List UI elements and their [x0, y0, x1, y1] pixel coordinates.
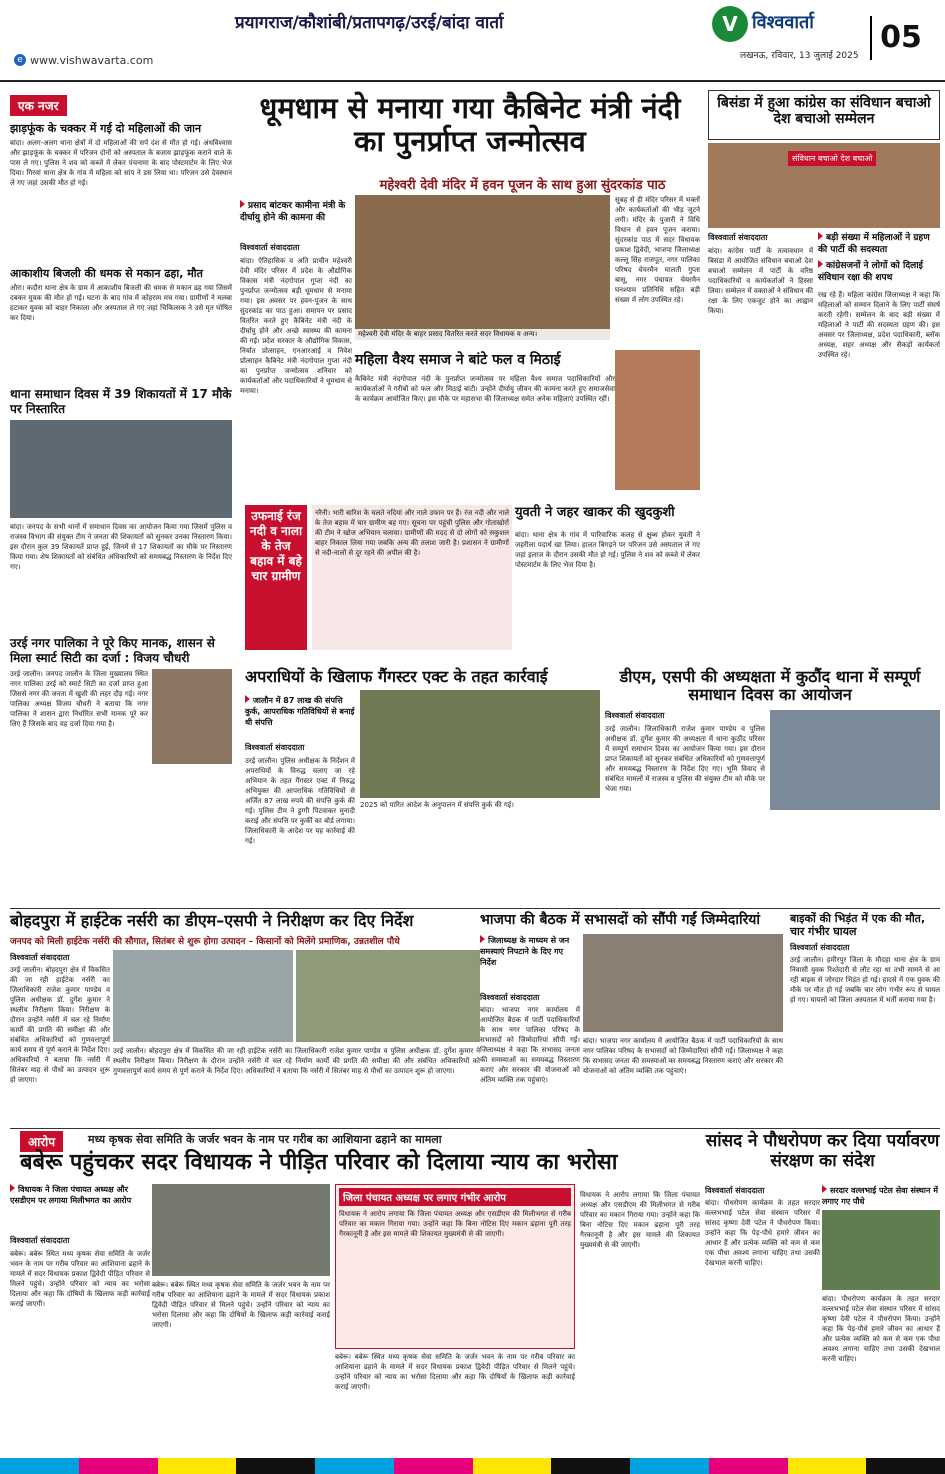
article-title[interactable]: उरई नगर पालिका ने पूरे किए मानक, शासन से मिला स्मार्ट सिटी का दर्जा : विजय चौधरी	[10, 636, 215, 665]
article-body: रख रहे हैं। महिला कांग्रेस जिलाध्यक्ष ने कहा कि महिलाओं को सम्मान दिलाने के लिए पार्टी संघर्ष करती रहेगी। सम्मेलन के बाद बड़ी संख्या में महिलाओं ने पार्टी की सदस्यता ग्रहण की। इस अवसर पर जिलाध्यक्ष, प्रदेश पदाधिकारी, ब्लॉक अध्यक्ष, शहर अध्यक्ष और सैकड़ों कार्यकर्ता उपस्थित रहे।	[818, 291, 940, 359]
bullet-icon	[818, 260, 823, 268]
main-body: बांदा। ऐतिहासिक व अति प्राचीन महेश्वरी देवी मंदिर परिसर में प्रदेश के औद्योगिक विकास मंत्री नंदगोपाल गुप्ता नंदी का पुनर्प्राप्त जन्मोत्सव बड़ी धूमधाम से मनाया गया। इस अवसर पर हवन-पूजन के साथ सुंदरकांड का पाठ हुआ। समापन पर प्रसाद वितरित करते हुए कैबिनेट मंत्री नंदी के दीर्घायु होने और अच्छे स्वास्थ्य की कामना की गई। प्रदेश सरकार के औद्योगिक विकास, निर्यात प्रोत्साहन, एनआरआई व निवेश प्रोत्साहन कैबिनेट मंत्री नंदगोपाल गुप्ता नंदी का पुनर्प्राप्त जन्मोत्सव शनिवार को कार्यकर्ताओं और पदाधिकारियों ने धूमधाम से मनाया।	[240, 257, 352, 395]
article-body: कैबिनेट मंत्री नंदगोपाल नंदी के पुनर्प्राप्त जन्मोत्सव पर महिला वैश्य समाज पदाधिकारियों और कार्यकर्ताओं ने गरीबों को फल और मिठाई बांटी। उन्होंने दीर्घायु जीवन की कामना करते हुए समाजसेवा के कार्यक्रम आयोजित किए। इस मौके पर महासभा की जिलाध्यक्ष समेत अनेक महिलाएं उपस्थित रहीं।	[355, 375, 615, 403]
photo-bjp	[583, 934, 783, 1032]
divider	[10, 908, 940, 909]
bullet-icon	[818, 232, 823, 240]
article-title[interactable]: अपराधियों के खिलाफ गैंगस्टर एक्ट के तहत कार्रवाई	[245, 667, 548, 686]
article-body: बांदा। अलग-अलग थाना क्षेत्रों में दो महिलाओं की सर्प दंश से मौत हो गई। अंधविश्वास और झाड़फूंक के चक्कर में परिजन दोनों को अस्पताल के बजाय झाड़फूंक कराने वाले के पास ले गए। पुलिस ने शव को कब्जे में लेकर पंचनामा के बाद पोस्टमार्टम के लिए भेज दिया। गिरवां थाना क्षेत्र के गांव में महिला को सांप ने डस लिया था। परिजन उसे देवस्थान ले गए जहां उसकी मौत हो गई।	[10, 139, 232, 188]
byline: विश्ववार्ता संवाददाता	[605, 711, 665, 720]
photo-nursery-2	[296, 950, 480, 1042]
article-body: नरैनी। भारी बारिश के चलते नदियां और नाले उफान पर हैं। रंज नदी और नाले के तेज बहाव में चार ग्रामीण बह गए। सूचना पर पहुंची पुलिस और गोताखोरों की टीम ने खोज अभियान चलाया। ग्रामीणों की मदद से दो लोगों को सकुशल बाहर निकाल लिया गया जबकि अन्य की तलाश जारी है। प्रशासन ने ग्रामीणों से नदी-नालों से दूर रहने की अपील की है।	[312, 505, 512, 650]
article-body-cont: बबेरू। बबेरू स्थित मध्य कृषक सेवा समिति के जर्जर भवन के नाम पर गरीब परिवार का आशियाना ढहाने के मामले में सदर विधायक प्रकाश द्विवेदी पीड़ित परिवार से मिलने पहुंचे। उन्होंने परिवार को न्याय का भरोसा दिलाया और कहा कि दोषियों के खिलाफ कड़ी कार्रवाई कराई जाएगी।	[335, 1353, 575, 1391]
article-body: बांदा। कांग्रेस पार्टी के तत्वावधान में बिसंडा में आयोजित संविधान बचाओ देश बचाओ सम्मेलन में पार्टी के वरिष्ठ पदाधिकारियों व कार्यकर्ताओं ने हिस्सा लिया। सम्मेलन में वक्ताओं ने संविधान की रक्षा के लिए एकजुट होने का आह्वान किया।	[708, 247, 813, 315]
bullet-icon	[822, 1185, 827, 1193]
photo-congress	[708, 143, 940, 228]
page-number: 05	[870, 16, 930, 60]
site-url[interactable]: www.vishwavarta.com	[30, 54, 154, 67]
article-body: औरा। कदौरा थाना क्षेत्र के ग्राम में आकाशीय बिजली की धमक से मकान ढह गया जिसमें दबकर युवक की मौत हो गई। घटना के बाद गांव में कोहराम मच गया। ग्रामीणों ने मलबा हटाकर युवक को बाहर निकाला और अस्पताल ले गए जहां चिकित्सक ने उसे मृत घोषित कर दिया।	[10, 284, 232, 323]
print-color-bar	[0, 1458, 945, 1474]
bullet-icon	[240, 200, 245, 208]
photo-tree	[822, 1210, 940, 1290]
congress-headline-box	[708, 90, 940, 140]
bullet: जालौन में 87 लाख की संपत्ति कुर्क, आपराधिक गतिविधियों से बनाई थी संपत्ति	[245, 696, 355, 727]
photo-women	[615, 350, 700, 490]
article-body: बांदा। थाना क्षेत्र के गांव में पारिवारिक कलह से क्षुब्ध होकर युवती ने जहरीला पदार्थ खा लिया। हालत बिगड़ने पर परिजन उसे अस्पताल ले गए जहां इलाज के दौरान उसकी मौत हो गई। पुलिस ने शव को कब्जे में लेकर पोस्टमार्टम के लिए भेज दिया है।	[515, 531, 700, 569]
photo-samadhan	[770, 710, 940, 810]
photo-caption: महेश्वरी देवी मंदिर के बाहर प्रसाद वितरित करते सदर विधायक व अन्य।	[355, 329, 610, 340]
article-title[interactable]: भाजपा की बैठक में सभासदों को सौंपी गईं जिम्मेदारियां	[480, 912, 761, 928]
main-headline-block	[240, 92, 700, 172]
article-title[interactable]: डीएम, एसपी की अध्यक्षता में कुठौंद थाना में सम्पूर्ण समाधान दिवस का आयोजन	[619, 667, 921, 705]
bullet-oath: कांग्रेसजनों ने लोगों को दिलाई संविधान रक्षा की शपथ	[818, 261, 923, 283]
byline: विश्ववार्ता संवाददाता	[245, 743, 305, 752]
box-title: जिला पंचायत अध्यक्ष पर लगाए गंभीर आरोप	[339, 1188, 571, 1206]
article-subhead: जनपद को मिली हाईटेक नर्सरी की सौगात, सितंबर से शुरू होगा उत्पादन – किसानों को मिलेंगे प्रमाणिक, उन्नतशील पौधे	[10, 937, 400, 947]
article-title[interactable]: सांसद ने पौधरोपण कर दिया पर्यावरण संरक्षण का संदेश	[705, 1131, 940, 1171]
article-body: उरई जालौन। जनपद जालौन के जिला मुख्यालय स्थित नगर पालिका उरई को स्मार्ट सिटी का दर्जा प्राप्त हुआ जिससे नगर की जनता में खुशी की लहर दौड़ गई। नगर पालिका अध्यक्ष विजय चौधरी ने बताया कि नगर पालिका ने शासन द्वारा निर्धारित सभी मानक पूरे कर लिए हैं जिसके बाद यह दर्जा दिया गया है।	[10, 669, 148, 728]
aarop-box	[335, 1184, 575, 1349]
dateline: लखनऊ, रविवार, 13 जुलाई 2025	[740, 51, 859, 61]
bullet-icon	[245, 695, 250, 703]
bullet: विधायक ने जिला पंचायत अध्यक्ष और एसडीएम पर लगाया मिलीभगत का आरोप	[10, 1185, 132, 1205]
photo-meeting	[10, 420, 232, 518]
section-tag: आरोप	[20, 1131, 63, 1152]
byline: विश्ववार्ता संवाददाता	[480, 993, 540, 1002]
byline: विश्ववार्ता संवाददाता	[705, 1186, 765, 1195]
bullet-women: बड़ी संख्या में महिलाओं ने ग्रहण की पार्टी की सदस्यता	[818, 233, 930, 255]
article-title[interactable]: महिला वैश्य समाज ने बांटे फल व मिठाई	[355, 352, 561, 368]
bullet-icon	[480, 935, 485, 943]
photo-aarop	[152, 1184, 330, 1276]
bullet-icon	[10, 1184, 15, 1192]
region-title: प्रयागराज/कौशांबी/प्रतापगढ़/उरई/बांदा वार्ता	[235, 13, 504, 33]
article-body: बबेरू। बबेरू स्थित मध्य कृषक सेवा समिति के जर्जर भवन के नाम पर गरीब परिवार का आशियाना ढहाने के मामले में सदर विधायक प्रकाश द्विवेदी पीड़ित परिवार से मिलने पहुंचे। उन्होंने परिवार को न्याय का भरोसा दिलाया और कहा कि दोषियों के खिलाफ कड़ी कार्रवाई कराई जाएगी।	[10, 1250, 150, 1308]
article-body: उरई जालौन। जिलाधिकारी राजेश कुमार पाण्डेय व पुलिस अधीक्षक डॉ. दुर्गेश कुमार की अध्यक्षता में थाना कुठौंद परिसर में सम्पूर्ण समाधान दिवस का आयोजन किया गया। इस दौरान प्राप्त शिकायतों को सुनकर संबंधित अधिकारियों को गुणवत्तापूर्ण और समयबद्ध निस्तारण के निर्देश दिए गए। भूमि विवाद से संबंधित मामलों में राजस्व व पुलिस की संयुक्त टीम को मौके पर भेजा गया।	[605, 725, 765, 793]
box-body: विधायक ने आरोप लगाया कि जिला पंचायत अध्यक्ष और एसडीएम की मिलीभगत से गरीब परिवार का मकान गिराया गया। उन्होंने कहा कि बिना नोटिस दिए मकान ढहाना पूरी तरह गैरकानूनी है और इस मामले की शिकायत मुख्यमंत्री से की जाएगी।	[339, 1210, 571, 1238]
article-title[interactable]: थाना समाधान दिवस में 39 शिकायतों में 17 मौके पर निस्तारित	[10, 387, 232, 416]
article-title[interactable]: युवती ने जहर खाकर की खुदकुशी	[515, 505, 675, 520]
section-tag: एक नजर	[10, 95, 67, 116]
article-body-cont: बांदा। पौधरोपण कार्यक्रम के तहत सरदार वल्लभभाई पटेल सेवा संस्थान परिसर में सांसद कृष्णा देवी पटेल ने पौधरोपण किया। उन्होंने कहा कि पेड़-पौधे हमारे जीवन का आधार हैं और प्रत्येक व्यक्ति को कम से कम एक पौधा अवश्य लगाना चाहिए तथा उसकी देखभाल करनी चाहिए।	[822, 1295, 940, 1363]
article-body-cont: उरई जालौन। बोहदपुरा क्षेत्र में विकसित की जा रही हाईटेक नर्सरी का जिलाधिकारी राजेश कुमार पाण्डेय व पुलिस अधीक्षक डॉ. दुर्गेश कुमार ने स्थलीय निरीक्षण किया। निरीक्षण के दौरान उन्होंने नर्सरी में चल रहे निर्माण कार्यों की प्रगति की समीक्षा की और संबंधित अधिकारियों को गुणवत्तापूर्ण कार्य समय से पूर्ण कराने के निर्देश दिए। अधिकारियों ने बताया कि नर्सरी में सितंबर माह से पौधों का उत्पादन शुरू हो जाएगा।	[113, 1047, 480, 1075]
article-body: उरई जालौन। पुलिस अधीक्षक के निर्देशन में अपराधियों के विरुद्ध चलाए जा रहे अभियान के तहत गैंगस्टर एक्ट में निरुद्ध अभियुक्त की आपराधिक गतिविधियों से अर्जित 87 लाख रुपये की संपत्ति कुर्क की गई। पुलिस टीम ने डुग्गी पिटवाकर मुनादी कराई और संपत्ति पर कुर्की का बोर्ड लगाया। जिलाधिकारी के आदेश पर यह कार्रवाई की गई।	[245, 757, 355, 845]
article-body-cont: बबेरू। बबेरू स्थित मध्य कृषक सेवा समिति के जर्जर भवन के नाम पर गरीब परिवार का आशियाना ढहाने के मामले में सदर विधायक प्रकाश द्विवेदी पीड़ित परिवार से मिलने पहुंचे। उन्होंने परिवार को न्याय का भरोसा दिलाया और कहा कि दोषियों के खिलाफ कड़ी कार्रवाई कराई जाएगी।	[152, 1281, 330, 1329]
bullet: सरदार वल्लभाई पटेल सेवा संस्थान में लगाए गए पौधे	[822, 1186, 938, 1206]
main-subhead: महेश्वरी देवी मंदिर में हवन पूजन के साथ हुआ सुंदरकांड पाठ	[379, 178, 666, 193]
congress-banner: संविधान बचाओ देश बचाओ	[788, 151, 876, 166]
byline: विश्ववार्ता संवाददाता	[10, 1236, 70, 1245]
byline: विश्ववार्ता संवाददाता	[790, 943, 850, 952]
page-header	[0, 0, 945, 82]
article-body-cont: बांदा। भाजपा नगर कार्यालय में आयोजित बैठक में पार्टी पदाधिकारियों के साथ नगर पालिका परिषद के सभासदों को जिम्मेदारियां सौंपी गईं। जिलाध्यक्ष ने कहा कि सभासद जनता की समस्याओं का समयबद्ध निस्तारण कराएं और सरकार की योजनाओं को अंतिम व्यक्ति तक पहुंचाएं।	[583, 1037, 783, 1075]
article-title[interactable]: बोहदपुरा में हाईटेक नर्सरी का डीएम–एसपी ने निरीक्षण कर दिए निर्देश	[10, 911, 414, 930]
brand-logo-icon: V	[712, 6, 748, 42]
photo-nursery	[113, 950, 293, 1042]
brand-name: विश्ववार्ता	[752, 12, 814, 33]
photo-portrait	[152, 669, 232, 764]
main-headline[interactable]: धूमधाम से मनाया गया कैबिनेट मंत्री नंदी का पुनर्प्राप्त जन्मोत्सव	[259, 91, 681, 159]
article-title[interactable]: बबेरू पहुंचकर सदर विधायक ने पीड़ित परिवार को दिलाया न्याय का भरोसा	[20, 1150, 618, 1175]
article-kicker: मध्य कृषक सेवा समिति के जर्जर भवन के नाम पर गरीब का आशियाना ढहाने का मामला	[88, 1133, 442, 1146]
byline: विश्ववार्ता संवाददाता	[10, 953, 70, 962]
left-column	[10, 95, 232, 880]
main-bullet: प्रसाद बांटकर कामीना मंत्री के दीर्घायु होने की कामना की	[240, 201, 346, 223]
article-title[interactable]: झाड़फूंक के चक्कर में गई दो महिलाओं की जान	[10, 122, 202, 135]
photo-gangster	[360, 690, 600, 798]
article-body: बांदा। पौधरोपण कार्यक्रम के तहत सरदार वल्लभभाई पटेल सेवा संस्थान परिसर में सांसद कृष्णा देवी पटेल ने पौधरोपण किया। उन्होंने कहा कि पेड़-पौधे हमारे जीवन का आधार हैं और प्रत्येक व्यक्ति को कम से कम एक पौधा अवश्य लगाना चाहिए तथा उसकी देखभाल करनी चाहिए।	[705, 1199, 820, 1267]
article-body: उरई जालौन। हमीरपुर जिला के मौदहा थाना क्षेत्र के ग्राम निवासी युवक रिश्तेदारी से लौट रहा था तभी सामने से आ रही बाइक से जोरदार भिड़ंत हो गई। हादसे में एक युवक की मौके पर मौत हो गई जबकि चार लोग गंभीर रूप से घायल हो गए। घायलों को जिला अस्पताल में भर्ती कराया गया है।	[790, 956, 940, 1004]
byline: विश्ववार्ता संवाददाता	[240, 243, 300, 252]
main-body-cont: सुबह से ही मंदिर परिसर में भक्तों और कार्यकर्ताओं की भीड़ जुटने लगी। मंदिर के पुजारी ने विधि विधान से हवन पूजन कराया। सुंदरकांड पाठ में सदर विधायक प्रकाश द्विवेदी, भाजपा जिलाध्यक्ष कल्लू सिंह राजपूत, नगर पालिका परिषद चेयरमैन मालती गुप्ता बासू, नगर पंचायत चेयरमैन घनश्याम प्रतिनिधि सहित बड़ी संख्या में लोग उपस्थित रहे।	[615, 196, 700, 304]
article-title[interactable]: बिसंडा में हुआ कांग्रेस का संविधान बचाओ देश बचाओ सम्मेलन	[717, 95, 931, 128]
globe-icon: e	[14, 54, 26, 66]
article-title[interactable]: बाइकों की भिड़ंत में एक की मौत, चार गंभीर घायल	[790, 912, 926, 939]
article-body-cont: 2025 को पारित आदेश के अनुपालन में संपत्ति कुर्क की गई।	[360, 801, 514, 809]
photo-main	[355, 195, 610, 340]
article-body: बांदा। जनपद के सभी थानों में समाधान दिवस का आयोजन किया गया जिसमें पुलिस व राजस्व विभाग की संयुक्त टीम ने जनता की शिकायतों को सुनकर उनका निस्तारण किया। इस दौरान कुल 39 शिकायतें प्राप्त हुईं, जिनमें से 17 शिकायतों का मौके पर निस्तारण किया गया। शेष शिकायतों को संबंधित अधिकारियों को समयबद्ध निस्तारण के निर्देश दिए गए।	[10, 523, 232, 572]
article-body-cont: विधायक ने आरोप लगाया कि जिला पंचायत अध्यक्ष और एसडीएम की मिलीभगत से गरीब परिवार का मकान गिराया गया। उन्होंने कहा कि बिना नोटिस दिए मकान ढहाना पूरी तरह गैरकानूनी है और इस मामले की शिकायत मुख्यमंत्री से की जाएगी।	[580, 1191, 700, 1249]
article-body: बांदा। भाजपा नगर कार्यालय में आयोजित बैठक में पार्टी पदाधिकारियों के साथ नगर पालिका परिषद के सभासदों को जिम्मेदारियां सौंपी गईं। जिलाध्यक्ष ने कहा कि सभासद जनता की समस्याओं का समयबद्ध निस्तारण कराएं और सरकार की योजनाओं को अंतिम व्यक्ति तक पहुंचाएं।	[480, 1006, 580, 1084]
flood-title-box[interactable]: उफनाई रंज नदी व नाला के तेज बहाव में बहे चार ग्रामीण	[245, 505, 307, 650]
article-body: उरई जालौन। बोहदपुरा क्षेत्र में विकसित की जा रही हाईटेक नर्सरी का जिलाधिकारी राजेश कुमार पाण्डेय व पुलिस अधीक्षक डॉ. दुर्गेश कुमार ने स्थलीय निरीक्षण किया। निरीक्षण के दौरान उन्होंने नर्सरी में चल रहे निर्माण कार्यों की प्रगति की समीक्षा की और संबंधित अधिकारियों को गुणवत्तापूर्ण कार्य समय से पूर्ण कराने के निर्देश दिए। अधिकारियों ने बताया कि नर्सरी में सितंबर माह से पौधों का उत्पादन शुरू हो जाएगा।	[10, 966, 110, 1084]
byline: विश्ववार्ता संवाददाता	[708, 233, 768, 242]
article-title[interactable]: आकाशीय बिजली की धमक से मकान ढहा, मौत	[10, 267, 203, 281]
divider	[10, 1128, 940, 1129]
bullet: जिलाध्यक्ष के माध्यम से जन समस्याएं निपटाने के दिए गए निर्देश	[480, 936, 570, 967]
